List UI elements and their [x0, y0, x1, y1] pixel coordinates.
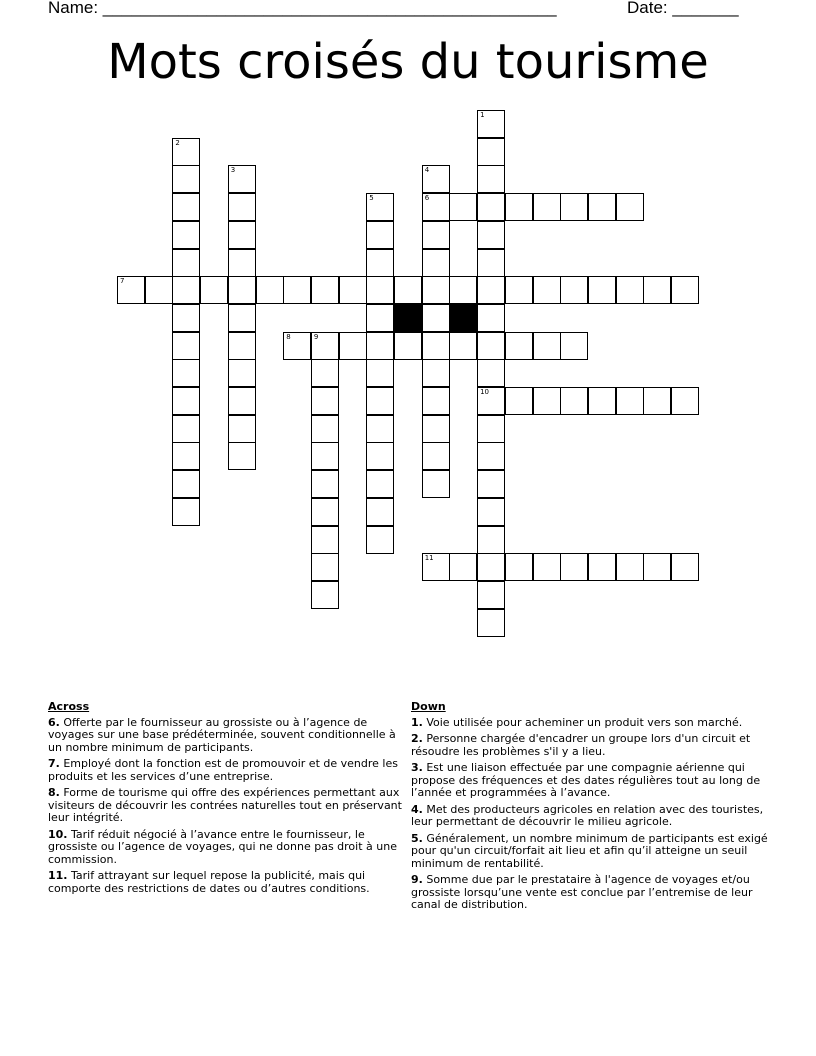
crossword-cell[interactable]	[533, 553, 561, 581]
down-clue	[411, 833, 771, 871]
crossword-cell[interactable]	[422, 553, 450, 581]
crossword-cell[interactable]	[366, 193, 394, 221]
crossword-cell[interactable]	[422, 165, 450, 193]
crossword-cell[interactable]	[172, 442, 200, 470]
crossword-cell[interactable]	[172, 498, 200, 526]
crossword-cell[interactable]	[228, 359, 256, 387]
crossword-cell[interactable]	[422, 249, 450, 277]
crossword-cell[interactable]	[505, 553, 533, 581]
crossword-cell[interactable]	[283, 276, 311, 304]
crossword-cell[interactable]	[477, 470, 505, 498]
crossword-cell[interactable]	[477, 249, 505, 277]
crossword-cell[interactable]	[422, 332, 450, 360]
crossword-cell[interactable]	[311, 498, 339, 526]
crossword-cell[interactable]	[311, 359, 339, 387]
crossword-cell[interactable]	[394, 276, 422, 304]
crossword-cell[interactable]	[172, 332, 200, 360]
clue-number: 10	[480, 388, 490, 396]
crossword-cell[interactable]	[228, 304, 256, 332]
crossword-cell[interactable]	[505, 387, 533, 415]
clue-number: 11	[424, 554, 434, 563]
name-line: Name: ________________________________________________	[48, 0, 557, 17]
crossword-cell[interactable]	[339, 332, 367, 360]
clue-text: Tarif réduit négocié à l’avance entre le fournisseur, le grossiste ou l’agence de voyages, qui ne donne pas droit à une commission.	[48, 827, 397, 866]
crossword-cell[interactable]	[449, 276, 477, 304]
crossword-cell[interactable]	[228, 276, 256, 304]
crossword-cell[interactable]	[477, 581, 505, 609]
crossword-cell[interactable]	[422, 304, 450, 332]
clue-number: 6	[424, 194, 430, 203]
crossword-cell[interactable]	[477, 359, 505, 387]
crossword-cell[interactable]	[560, 276, 588, 304]
date-line: Date: _______	[627, 0, 739, 17]
clue-text: Généralement, un nombre minimum de participants est exigé pour qu'un circuit/forfait ait lieu et afin qu’il atteigne un seuil minimum de rentabilité.	[411, 831, 768, 870]
crossword-cell[interactable]	[477, 332, 505, 360]
crossword-cell[interactable]	[311, 442, 339, 470]
crossword-cell[interactable]	[311, 581, 339, 609]
down-clue	[411, 717, 771, 730]
crossword-cell[interactable]	[477, 387, 505, 415]
clue-text: Personne chargée d'encadrer un groupe lors d'un circuit et résoudre les problèmes s'il y a lieu.	[411, 732, 751, 758]
clue-text: Met des producteurs agricoles en relation avec des touristes, leur permettant de découvrir le milieu agricole.	[411, 802, 764, 828]
crossword-cell[interactable]	[172, 165, 200, 193]
crossword-cell[interactable]	[172, 221, 200, 249]
crossword-cell[interactable]	[117, 276, 145, 304]
crossword-cell[interactable]	[588, 276, 616, 304]
down-clue	[411, 762, 771, 800]
crossword-cell[interactable]	[477, 609, 505, 637]
crossword-cell[interactable]	[560, 332, 588, 360]
crossword-cell[interactable]	[477, 498, 505, 526]
crossword-cell[interactable]	[228, 442, 256, 470]
clue-number: 8	[286, 332, 291, 341]
crossword-cell[interactable]	[560, 193, 588, 221]
crossword-cell[interactable]	[228, 165, 256, 193]
crossword-cell[interactable]	[422, 387, 450, 415]
crossword-cell[interactable]	[228, 387, 256, 415]
down-clue-list	[411, 717, 771, 912]
across-clue	[48, 870, 404, 895]
crossword-cell[interactable]	[422, 276, 450, 304]
crossword-cell[interactable]	[366, 498, 394, 526]
crossword-cell[interactable]	[366, 249, 394, 277]
crossword-cell[interactable]	[366, 387, 394, 415]
page-title: Mots croisés du tourisme	[107, 34, 709, 90]
clue-number-label: 3.	[411, 761, 423, 774]
crossword-cell[interactable]	[172, 193, 200, 221]
clue-text: Voie utilisée pour acheminer un produit vers son marché.	[422, 715, 743, 729]
crossword-cell[interactable]	[366, 359, 394, 387]
clue-text: Tarif attrayant sur lequel repose la publicité, mais qui comporte des restrictions de dates ou d’autres conditions.	[48, 869, 370, 895]
clue-number-label: 9.	[411, 873, 423, 886]
crossword-cell[interactable]	[560, 553, 588, 581]
crossword-cell[interactable]	[588, 193, 616, 221]
crossword-cell[interactable]	[671, 276, 699, 304]
crossword-cell[interactable]	[172, 470, 200, 498]
crossword-cell[interactable]	[533, 193, 561, 221]
crossword-cell[interactable]	[588, 553, 616, 581]
crossword-cell[interactable]	[172, 304, 200, 332]
clue-number: 2	[175, 138, 180, 147]
crossword-cell[interactable]	[366, 332, 394, 360]
clue-text: Est une liaison effectuée par une compagnie aérienne qui propose des fréquences et des dates régulières tout au long de l’année et programmées à l’avance.	[411, 761, 761, 799]
crossword-cell[interactable]	[228, 193, 256, 221]
crossword-cell[interactable]	[477, 415, 505, 443]
crossword-black-cell	[394, 304, 422, 332]
crossword-cell[interactable]	[477, 193, 505, 221]
across-clue	[48, 758, 404, 783]
clue-number: 1	[480, 111, 485, 119]
crossword-cell[interactable]	[671, 553, 699, 581]
clue-number: 5	[369, 194, 374, 203]
clue-number-label: 5.	[411, 831, 423, 845]
crossword-cell[interactable]	[394, 332, 422, 360]
across-clue	[48, 717, 404, 755]
crossword-cell[interactable]	[172, 138, 200, 166]
crossword-cell[interactable]	[366, 221, 394, 249]
clue-number-label: 8.	[48, 786, 60, 799]
crossword-cell[interactable]	[366, 304, 394, 332]
clue-number-label: 7.	[48, 757, 60, 770]
crossword-cell[interactable]	[477, 526, 505, 554]
crossword-cell[interactable]	[422, 442, 450, 470]
clue-number-label: 10.	[48, 827, 68, 841]
crossword-cell[interactable]	[560, 387, 588, 415]
crossword-cell[interactable]	[616, 193, 644, 221]
crossword-cell[interactable]	[311, 276, 339, 304]
crossword-cell[interactable]	[477, 110, 505, 138]
crossword-cell[interactable]	[422, 470, 450, 498]
crossword-cell[interactable]	[477, 553, 505, 581]
crossword-cell[interactable]	[172, 387, 200, 415]
crossword-cell[interactable]	[449, 332, 477, 360]
crossword-cell[interactable]	[477, 304, 505, 332]
down-heading: Down	[411, 700, 446, 713]
down-clue	[411, 733, 771, 758]
clue-text: Employé dont la fonction est de promouvoir et de vendre les produits et les services d’une entreprise.	[48, 757, 398, 783]
crossword-cell[interactable]	[616, 276, 644, 304]
clue-number: 3	[230, 166, 236, 175]
clues-across	[48, 701, 404, 899]
crossword-cell[interactable]	[616, 387, 644, 415]
crossword-cell[interactable]	[449, 553, 477, 581]
down-clue	[411, 804, 771, 829]
crossword-cell[interactable]	[311, 526, 339, 554]
crossword-cell[interactable]	[339, 276, 367, 304]
clue-number-label: 6.	[48, 715, 60, 729]
crossword-cell[interactable]	[366, 276, 394, 304]
clue-text: Somme due par le prestataire à l'agence de voyages et/ou grossiste lorsqu’une vente est conclue par l’entremise de leur canal de distribution.	[411, 873, 753, 911]
across-clue	[48, 829, 404, 867]
crossword-cell[interactable]	[422, 359, 450, 387]
clue-text: Forme de tourisme qui offre des expériences permettant aux visiteurs de découvrir les contrées naturelles tout en préservant leur intégrité.	[48, 786, 402, 824]
crossword-cell[interactable]	[200, 276, 228, 304]
crossword-cell[interactable]	[449, 193, 477, 221]
crossword-cell[interactable]	[366, 415, 394, 443]
crossword-cell[interactable]	[366, 470, 394, 498]
crossword-cell[interactable]	[533, 332, 561, 360]
clue-number: 9	[313, 332, 319, 341]
down-clue	[411, 874, 771, 912]
crossword-cell[interactable]	[228, 221, 256, 249]
clue-text: Offerte par le fournisseur au grossiste ou à l’agence de voyages sur une base prédéterminée, souvent conditionnelle à un nombre minimum de participants.	[48, 715, 396, 754]
crossword-cell[interactable]	[366, 526, 394, 554]
crossword-cell[interactable]	[228, 249, 256, 277]
crossword-cell[interactable]	[643, 387, 671, 415]
crossword-cell[interactable]	[311, 415, 339, 443]
crossword-cell[interactable]	[477, 442, 505, 470]
across-clue-list	[48, 717, 404, 896]
crossword-cell[interactable]	[616, 553, 644, 581]
crossword-cell[interactable]	[256, 276, 284, 304]
crossword-cell[interactable]	[422, 221, 450, 249]
crossword-cell[interactable]	[505, 193, 533, 221]
crossword-cell[interactable]	[477, 165, 505, 193]
crossword-cell[interactable]	[643, 553, 671, 581]
clues-down	[411, 701, 771, 916]
clue-number-label: 4.	[411, 802, 423, 816]
crossword-cell[interactable]	[311, 387, 339, 415]
crossword-cell[interactable]	[477, 276, 505, 304]
crossword-cell[interactable]	[172, 359, 200, 387]
crossword-cell[interactable]	[311, 470, 339, 498]
crossword-cell[interactable]	[172, 249, 200, 277]
across-clue	[48, 787, 404, 825]
crossword-cell[interactable]	[477, 138, 505, 166]
crossword-cell[interactable]	[505, 332, 533, 360]
clue-number-label: 11.	[48, 869, 68, 882]
crossword-cell[interactable]	[311, 553, 339, 581]
crossword-cell[interactable]	[588, 387, 616, 415]
crossword-cell[interactable]	[533, 276, 561, 304]
crossword-cell[interactable]	[422, 415, 450, 443]
crossword-cell[interactable]	[228, 415, 256, 443]
crossword-cell[interactable]	[422, 193, 450, 221]
crossword-cell[interactable]	[505, 276, 533, 304]
crossword-cell[interactable]	[477, 221, 505, 249]
crossword-cell[interactable]	[172, 276, 200, 304]
crossword-cell[interactable]	[172, 415, 200, 443]
clue-number: 7	[120, 277, 125, 286]
crossword-cell[interactable]	[283, 332, 311, 360]
crossword-cell[interactable]	[533, 387, 561, 415]
crossword-cell[interactable]	[311, 332, 339, 360]
crossword-cell[interactable]	[671, 387, 699, 415]
crossword-cell[interactable]	[643, 276, 671, 304]
crossword-black-cell	[449, 304, 477, 332]
crossword-cell[interactable]	[145, 276, 173, 304]
clue-number-label: 2.	[411, 732, 423, 745]
crossword-cell[interactable]	[228, 332, 256, 360]
clue-number: 4	[424, 166, 430, 175]
clue-number-label: 1.	[411, 715, 423, 729]
across-heading: Across	[48, 700, 90, 713]
crossword-cell[interactable]	[366, 442, 394, 470]
